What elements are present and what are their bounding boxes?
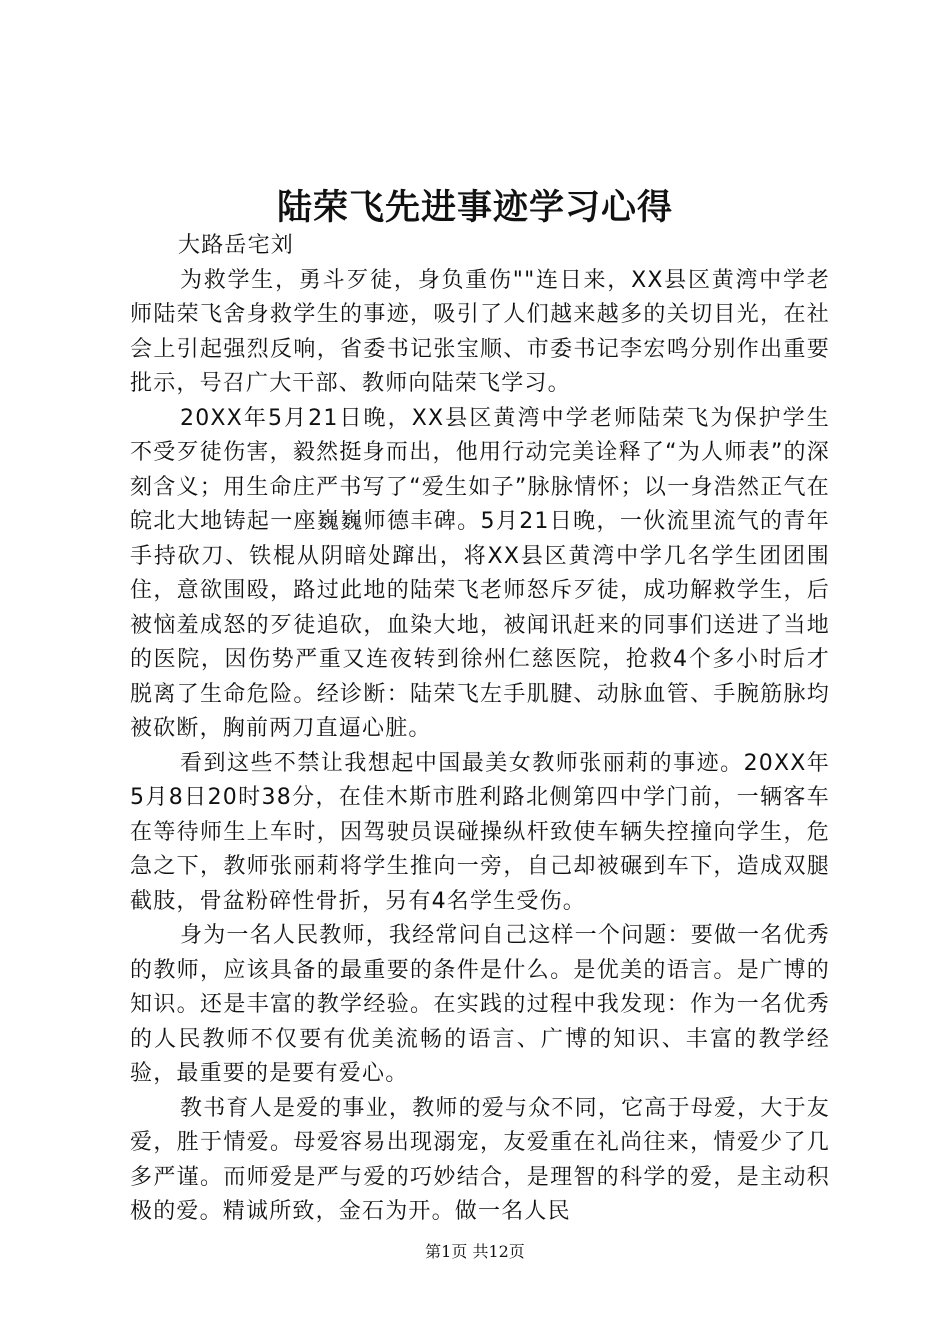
author-line: 大路岳宅刘	[178, 233, 295, 258]
document-body	[130, 229, 830, 1230]
paragraph: 为救学生，勇斗歹徒，身负重伤""连日来，XX县区黄湾中学老师陆荣飞舍身救学生的事迹，吸引了人们越来越多的关切目光，在社会上引起强烈反响，省委书记张宝顺、市委书记李宏鸣分别作出重要批示，号召广大干部、教师向陆荣飞学习。	[130, 267, 830, 396]
paragraph: 看到这些不禁让我想起中国最美女教师张丽莉的事迹。20XX年5月8日20时38分，在佳木斯市胜利路北侧第四中学门前，一辆客车在等待师生上车时，因驾驶员误碰操纵杆致使车辆失控撞向学生，危急之下，教师张丽莉将学生推向一旁，自己却被碾到车下，造成双腿截肢，骨盆粉碎性骨折，另有4名学生受伤。	[130, 750, 830, 914]
paragraph: 身为一名人民教师，我经常问自己这样一个问题：要做一名优秀的教师，应该具备的最重要的条件是什么。是优美的语言。是广博的知识。还是丰富的教学经验。在实践的过程中我发现：作为一名优秀的人民教师不仅要有优美流畅的语言、广博的知识、丰富的教学经验，最重要的是要有爱心。	[130, 923, 830, 1086]
paragraph: 20XX年5月21日晚，XX县区黄湾中学老师陆荣飞为保护学生不受歹徒伤害，毅然挺身而出，他用行动完美诠释了“为人师表”的深刻含义；用生命庄严书写了“爱生如子”脉脉情怀；以一身浩然正气在皖北大地铸起一座巍巍师德丰碑。5月21日晚，一伙流里流气的青年手持砍刀、铁棍从阴暗处蹿出，将XX县区黄湾中学几名学生团团围住，意欲围殴，路过此地的陆荣飞老师怒斥歹徒，成功解救学生，后被恼羞成怒的歹徒追砍，血染大地，被闻讯赶来的同事们送进了当地的医院，因伤势严重又连夜转到徐州仁慈医院，抢救4个多小时后才脱离了生命危险。经诊断：陆荣飞左手肌腱、动脉血管、手腕筋脉均被砍断，胸前两刀直逼心脏。	[130, 405, 830, 741]
document-title: 陆荣飞先进事迹学习心得	[276, 187, 673, 228]
paragraph: 教书育人是爱的事业，教师的爱与众不同，它高于母爱，大于友爱，胜于情爱。母爱容易出现溺宠，友爱重在礼尚往来，情爱少了几多严谨。而师爱是严与爱的巧妙结合，是理智的科学的爱，是主动积极的爱。精诚所致，金石为开。做一名人民	[130, 1095, 830, 1224]
page-number-footer: 第1页 共12页	[425, 1242, 525, 1261]
